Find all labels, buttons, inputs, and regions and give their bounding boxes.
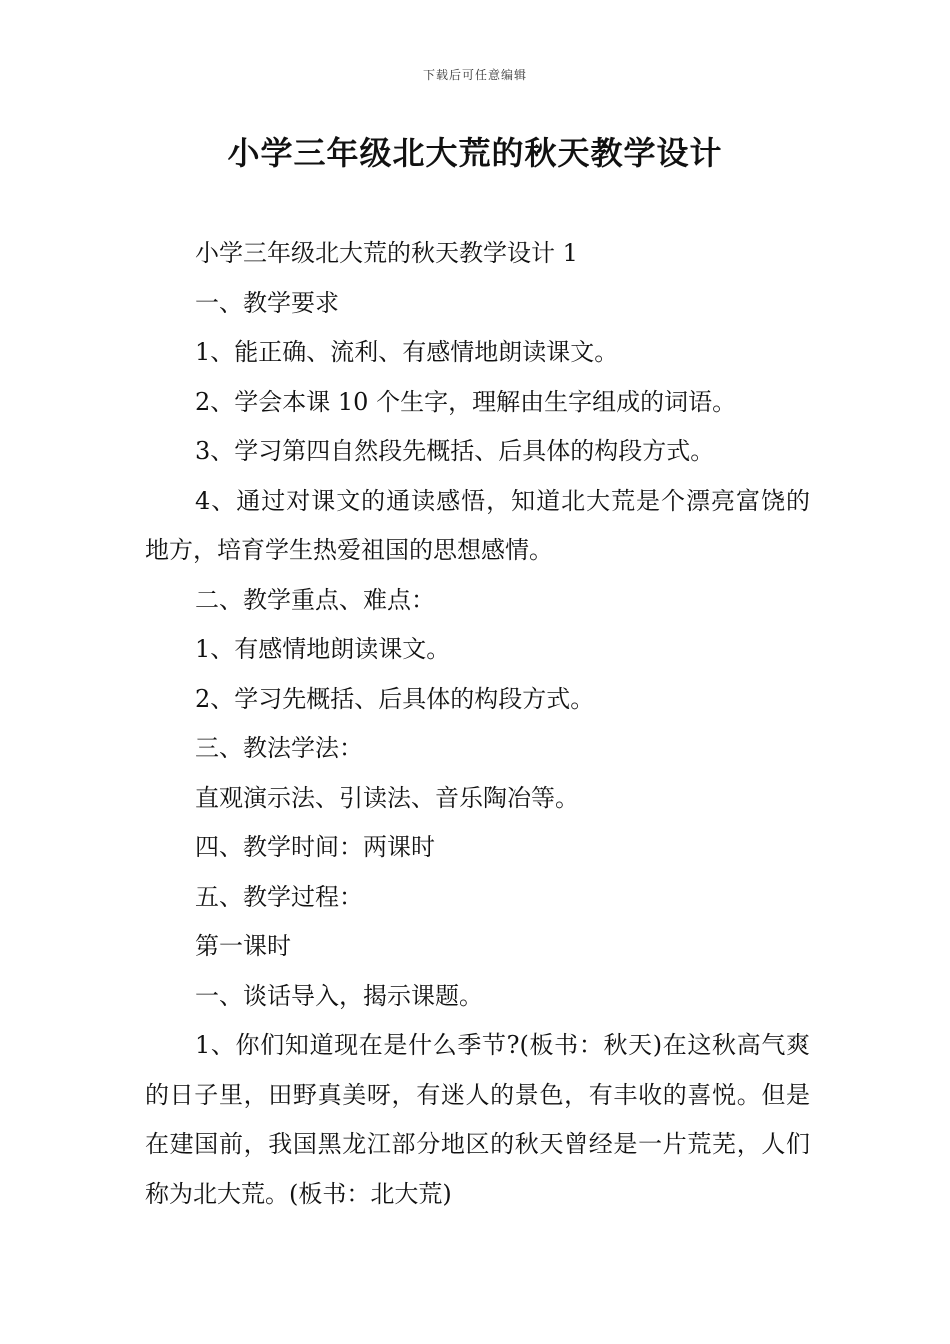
paragraph-item: 2、学习先概括、后具体的构段方式。: [195, 684, 595, 713]
header-note: 下载后可任意编辑: [422, 68, 527, 82]
paragraph-section-time: 四、教学时间：两课时: [195, 833, 435, 861]
paragraph-item: 1、你们知道现在是什么季节?(板书：秋天)在这秋高气爽的日子里，田野真美呀，有迷人的景色，有丰收的喜悦。但是在建国前，我国黑龙江部分地区的秋天曾经是一片荒芜，人们称为北大荒。(板书：北大荒): [145, 1031, 810, 1208]
paragraph-item: 1、能正确、流利、有感情地朗读课文。: [195, 338, 619, 366]
paragraph-item: 直观演示法、引读法、音乐陶冶等。: [195, 783, 579, 812]
paragraph-section-methods: 三、教法学法：: [195, 734, 363, 762]
paragraph-item: 3、学习第四自然段先概括、后具体的构段方式。: [195, 437, 715, 465]
paragraph-item: 4、通过对课文的通读感悟，知道北大荒是个漂亮富饶的地方，培育学生热爱祖国的思想感情。: [145, 486, 810, 564]
paragraph-step-heading: 一、谈话导入，揭示课题。: [195, 981, 483, 1010]
paragraph-item: 2、学会本课 10 个生字，理解由生字组成的词语。: [195, 387, 737, 416]
paragraph-section-key-points: 二、教学重点、难点：: [195, 585, 435, 614]
paragraph-section-process: 五、教学过程：: [195, 882, 363, 911]
paragraph-item: 1、有感情地朗读课文。: [195, 635, 451, 663]
document-title: 小学三年级北大荒的秋天教学设计: [227, 134, 723, 172]
paragraph-subtitle: 小学三年级北大荒的秋天教学设计 1: [195, 239, 578, 267]
paragraph-lesson-heading: 第一课时: [195, 932, 291, 960]
paragraph-section-requirements: 一、教学要求: [195, 288, 339, 317]
document-body: [145, 229, 810, 1219]
